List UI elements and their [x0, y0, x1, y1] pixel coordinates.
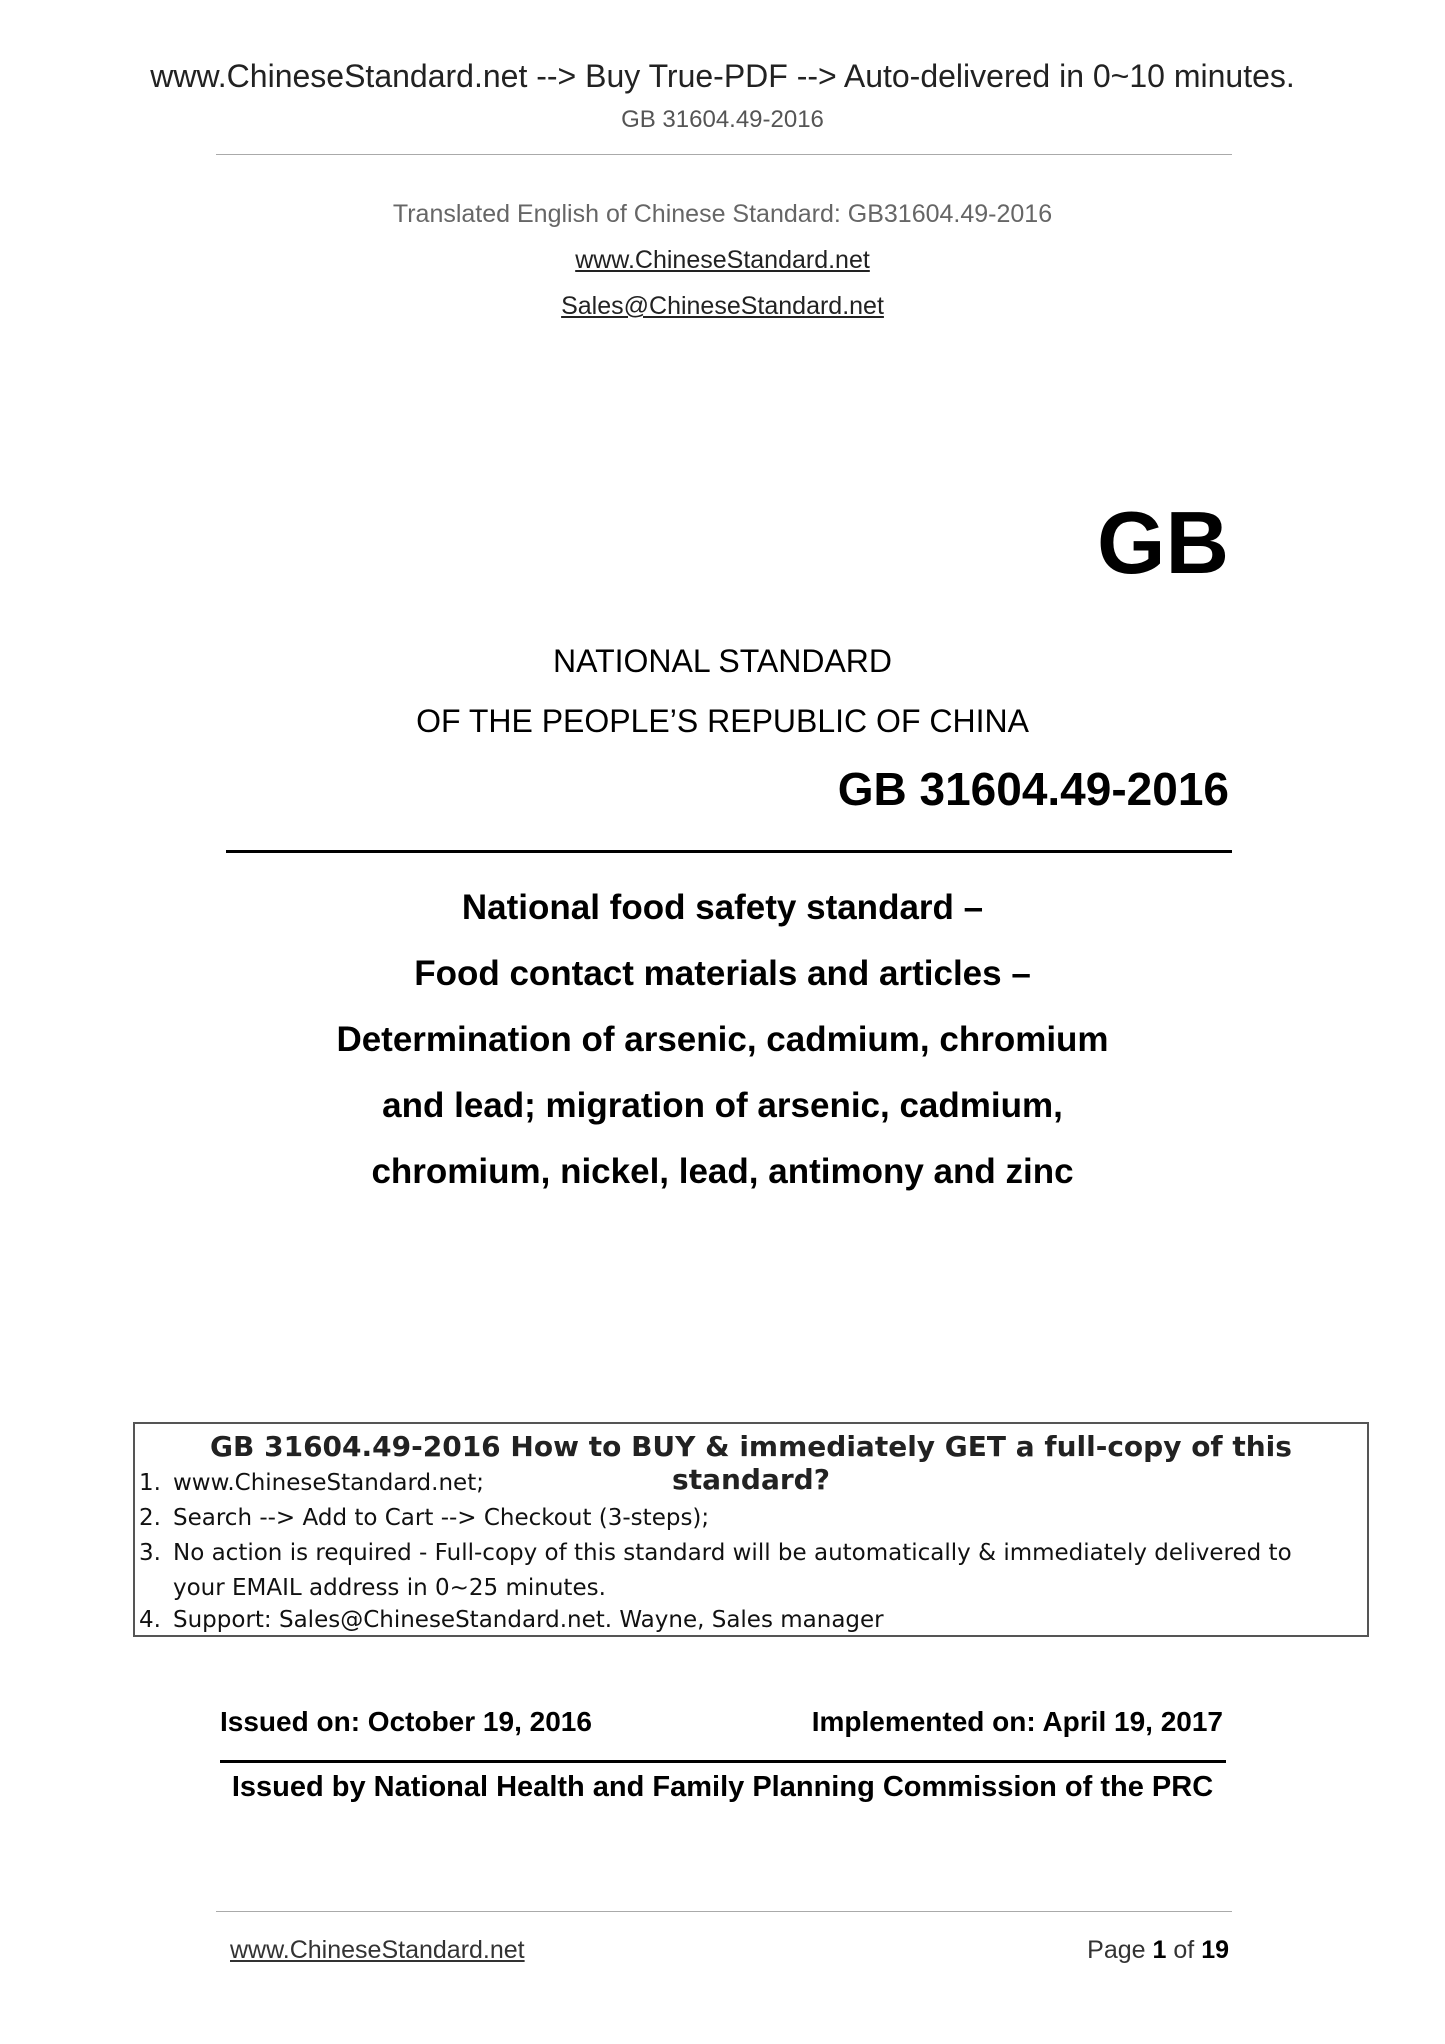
step-number: 3. [139, 1540, 161, 1566]
issue-divider [220, 1760, 1226, 1763]
page-label: Page [1087, 1936, 1146, 1964]
step-number: 1. [139, 1470, 161, 1496]
title-line: National food safety standard – [461, 888, 984, 927]
purchase-box-title: GB 31604.49-2016 How to BUY & immediately GET a full-copy of this standard? [210, 1430, 1292, 1496]
purchase-step [139, 1540, 1292, 1566]
purchase-step-continuation: your EMAIL address in 0~25 minutes. [173, 1575, 606, 1601]
step-number: 2. [139, 1505, 161, 1531]
gb-mark: GB [1097, 493, 1229, 592]
purchase-step [139, 1470, 484, 1496]
title-divider [226, 850, 1232, 853]
step-text: www.ChineseStandard.net; [173, 1470, 484, 1496]
translation-title: Translated English of Chinese Standard: GB31604.49-2016 [392, 200, 1053, 228]
standard-code: GB 31604.49-2016 [837, 763, 1229, 815]
issued-date: Issued on: October 19, 2016 [220, 1706, 592, 1737]
purchase-step [139, 1505, 709, 1531]
purchase-info-box [133, 1422, 1369, 1637]
title-line: Food contact materials and articles – [414, 954, 1031, 993]
step-number: 4. [139, 1607, 161, 1633]
page-current: 1 [1152, 1936, 1167, 1964]
translation-website-link[interactable]: www.ChineseStandard.net [575, 246, 870, 274]
page-number [1087, 1936, 1229, 1965]
step-text: Support: Sales@ChineseStandard.net. Wayne, Sales manager [173, 1607, 884, 1633]
page-of: of [1173, 1936, 1195, 1964]
title-line: chromium, nickel, lead, antimony and zinc [371, 1152, 1074, 1191]
title-line: Determination of arsenic, cadmium, chromium [336, 1020, 1109, 1059]
purchase-step [139, 1607, 884, 1633]
header-divider [216, 154, 1232, 155]
step-text: Search --> Add to Cart --> Checkout (3-steps); [173, 1505, 710, 1531]
header-standard-code: GB 31604.49-2016 [621, 106, 824, 133]
footer-divider [216, 1911, 1232, 1912]
implemented-date: Implemented on: April 19, 2017 [811, 1706, 1223, 1737]
footer-website-link[interactable]: www.ChineseStandard.net [230, 1936, 525, 1964]
issuing-authority: Issued by National Health and Family Planning Commission of the PRC [231, 1771, 1214, 1803]
national-standard-line2: OF THE PEOPLE’S REPUBLIC OF CHINA [416, 703, 1029, 739]
top-banner: www.ChineseStandard.net --> Buy True-PDF --> Auto-delivered in 0~10 minutes. [150, 58, 1295, 94]
translation-email-link[interactable]: Sales@ChineseStandard.net [561, 292, 884, 320]
title-line: and lead; migration of arsenic, cadmium, [382, 1086, 1063, 1125]
national-standard-line1: NATIONAL STANDARD [553, 643, 892, 679]
page-total: 19 [1201, 1936, 1229, 1964]
step-text: No action is required - Full-copy of this standard will be automatically & immediately delivered to [173, 1540, 1292, 1566]
